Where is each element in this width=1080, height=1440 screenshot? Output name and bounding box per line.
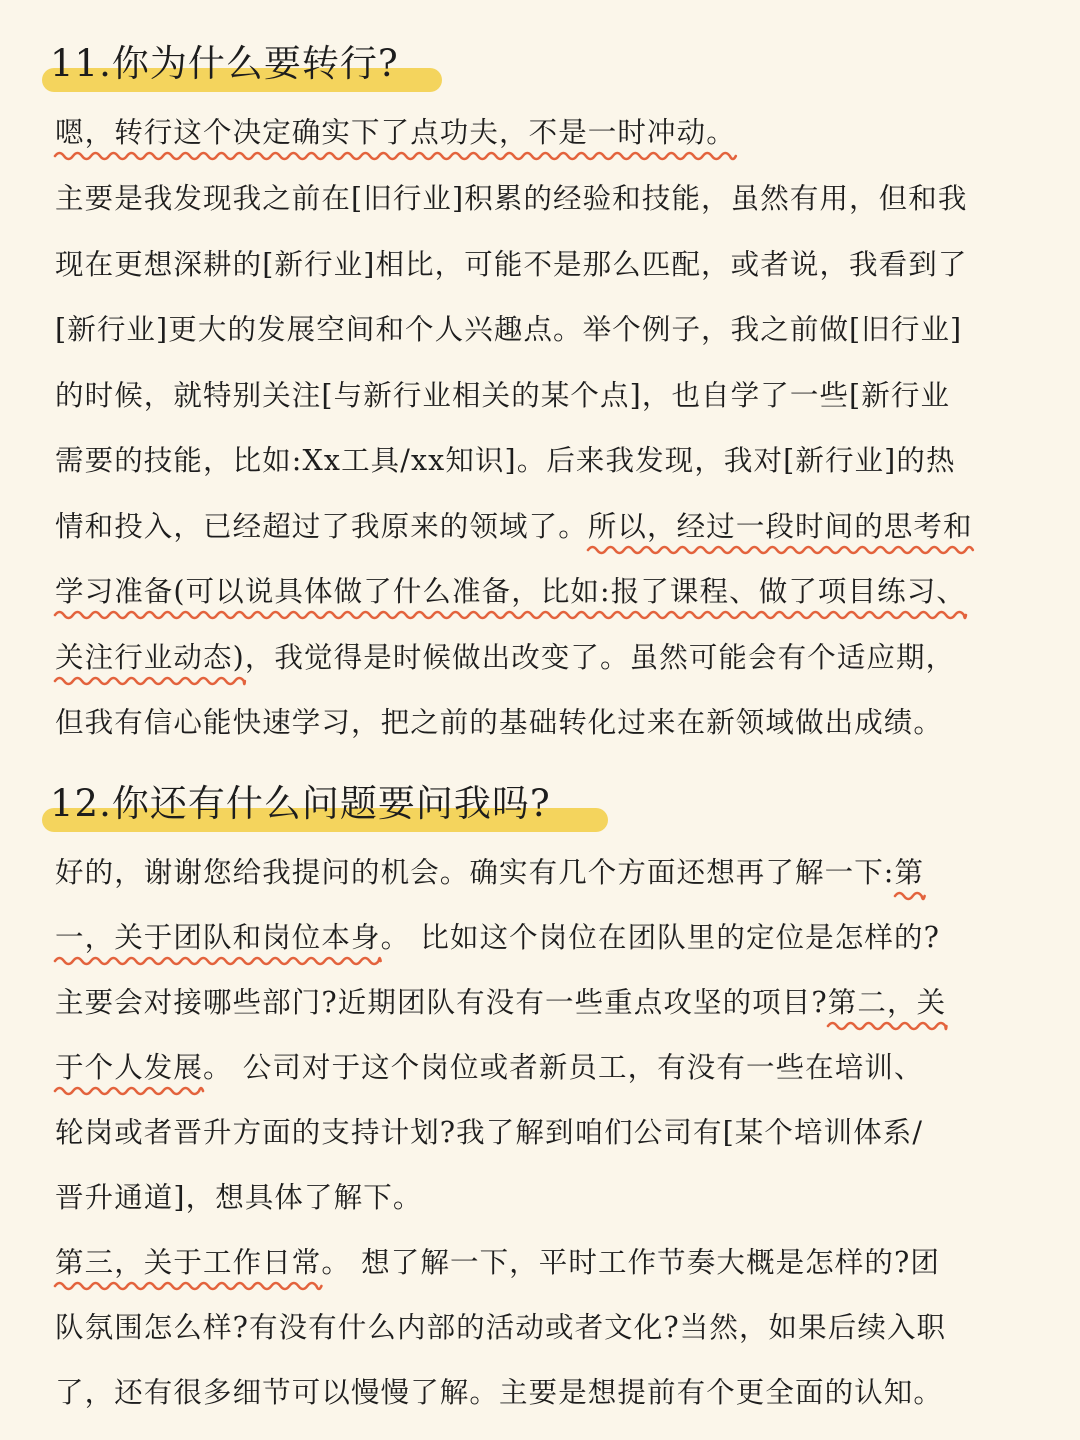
underlined-text: 于个人发展 <box>55 1043 203 1093</box>
underlined-text: 一，关于团队和岗位本身 <box>55 913 381 963</box>
paragraph-line: 主要是我发现我之前在[旧行业]积累的经验和技能，虽然有用，但和我 <box>55 182 968 215</box>
paragraph-line: 情和投入，已经超过了我原来的领域了。所以，经过一段时间的思考和 <box>55 502 973 552</box>
underlined-text: 关注行业动态) <box>55 633 245 683</box>
wavy-underline <box>55 1280 321 1292</box>
paragraph-line: 于个人发展 。 公司对于这个岗位或者新员工，有没有一些在培训、 <box>55 1043 924 1093</box>
wavy-underline <box>828 1020 946 1032</box>
wavy-underline <box>55 675 245 687</box>
wavy-underline <box>55 609 966 621</box>
paragraph-line: 轮岗或者晋升方面的支持计划?我了解到咱们公司有[某个培训体系/ <box>55 1116 924 1149</box>
underlined-text: 学习准备(可以说具体做了什么准备，比如:报了课程、做了项目练习、 <box>55 567 966 617</box>
paragraph-line <box>55 108 736 158</box>
paragraph-line: 一，关于团队和岗位本身 。 比如这个岗位在团队里的定位是怎样的? <box>55 913 940 963</box>
section-11-heading <box>50 34 399 94</box>
paragraph-line: 主要会对接哪些部门?近期团队有没有一些重点攻坚的项目?第二，关 <box>55 978 946 1028</box>
paragraph-line <box>55 567 966 617</box>
paragraph-line: 关注行业动态) ，我觉得是时候做出改变了。虽然可能会有个适应期， <box>55 633 955 683</box>
paragraph-line: 的时候，就特别关注[与新行业相关的某个点]，也自学了一些[新行业 <box>55 379 951 412</box>
paragraph-line: 好的，谢谢您给我提问的机会。确实有几个方面还想再了解一下:第 <box>55 848 924 898</box>
paragraph-line: 但我有信心能快速学习，把之前的基础转化过来在新领域做出成绩。 <box>55 706 944 739</box>
wavy-underline <box>895 890 925 902</box>
underlined-text: 所以，经过一段时间的思考和 <box>588 502 973 552</box>
paragraph-line: 现在更想深耕的[新行业]相比，可能不是那么匹配，或者说，我看到了 <box>55 248 968 281</box>
paragraph-line: 队氛围怎么样?有没有什么内部的活动或者文化?当然，如果后续入职 <box>55 1311 947 1344</box>
wavy-underline <box>55 955 381 967</box>
section-12-title: 12.你还有什么问题要问我吗? <box>50 782 551 825</box>
wavy-underline <box>588 544 973 556</box>
paragraph-line: [新行业]更大的发展空间和个人兴趣点。举个例子，我之前做[旧行业] <box>55 313 963 346</box>
wavy-underline <box>55 150 736 162</box>
underlined-text: 嗯，转行这个决定确实下了点功夫，不是一时冲动。 <box>55 108 736 158</box>
section-12-heading <box>50 774 551 834</box>
paragraph-line: 需要的技能，比如:Xx工具/xx知识]。后来我发现，我对[新行业]的热 <box>55 444 956 477</box>
paragraph-line: 第三，关于工作日常 。 想了解一下，平时工作节奏大概是怎样的?团 <box>55 1238 940 1288</box>
paragraph-line: 了，还有很多细节可以慢慢了解。主要是想提前有个更全面的认知。 <box>55 1376 944 1409</box>
wavy-underline <box>55 1085 203 1097</box>
underlined-text: 第三，关于工作日常 <box>55 1238 321 1288</box>
paragraph-line: 晋升通道]，想具体了解下。 <box>55 1181 423 1214</box>
underlined-text: 第 <box>895 848 925 898</box>
section-11-title: 11.你为什么要转行? <box>50 42 399 85</box>
underlined-text: 第二，关 <box>828 978 946 1028</box>
